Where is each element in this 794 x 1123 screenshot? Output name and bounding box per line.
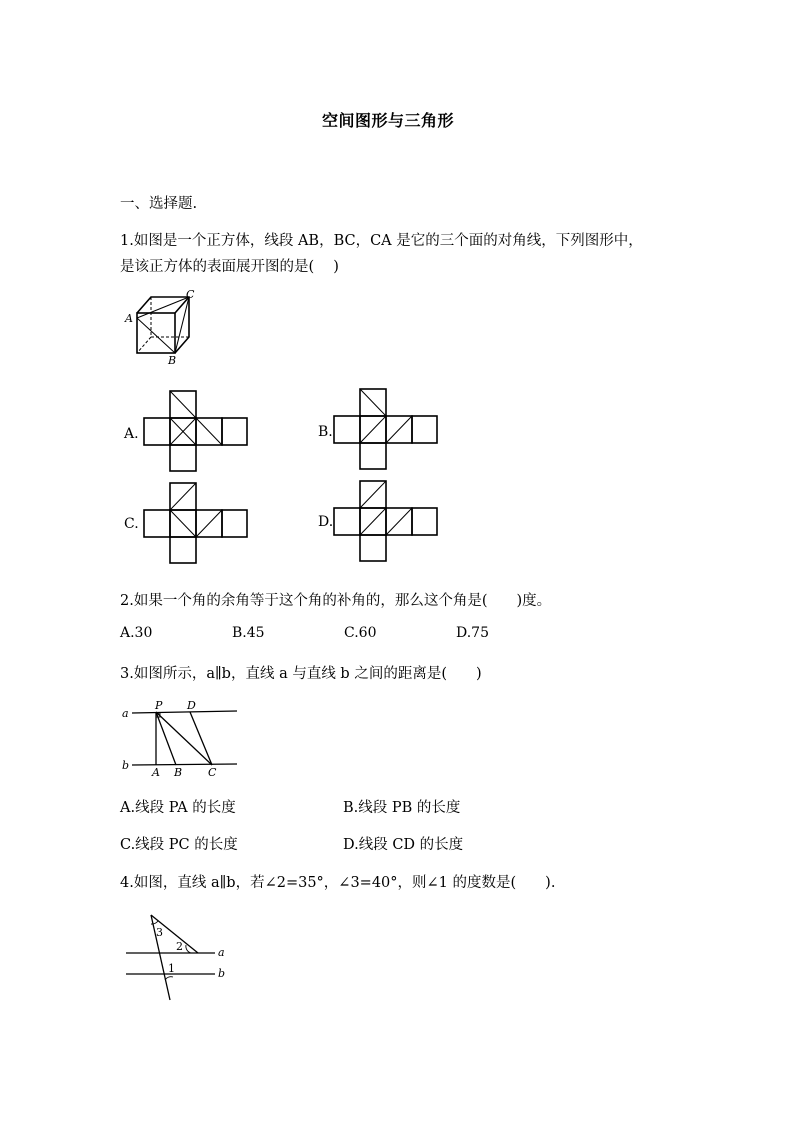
point-p-label: P [155, 699, 163, 712]
page-title: 空间图形与三角形 [322, 111, 455, 130]
q3-option-b: B.线段 PB 的长度 [343, 800, 461, 816]
q1-option-b-label: B. [318, 424, 333, 440]
question-2: 2.如果一个角的余角等于这个角的补角的，那么这个角是( )度。 [120, 593, 552, 609]
triangle-parallel-figure [120, 910, 232, 1002]
line-a-label: a [122, 707, 129, 720]
cube-label-b: B [168, 354, 177, 367]
point-d-label: D [187, 699, 196, 712]
cube-label-c: C [186, 288, 195, 301]
q3-option-a: A.线段 PA 的长度 [120, 800, 236, 816]
net-option-a [144, 390, 248, 472]
net-option-c [144, 482, 248, 564]
point-a-label: A [152, 766, 160, 779]
q1-option-a-label: A. [124, 426, 139, 442]
q1-option-d-label: D. [318, 514, 334, 530]
cube-label-a: A [125, 312, 133, 325]
question-1-line-1: 1.如图是一个正方体，线段 AB，BC，CA 是它的三个面的对角线，下列图形中， [120, 233, 643, 249]
line-a-label-q4: a [218, 946, 225, 959]
line-b-label: b [122, 759, 130, 772]
q2-option-c: C.60 [344, 625, 377, 641]
angle-1-label: 1 [168, 962, 175, 975]
q3-option-d: D.线段 CD 的长度 [343, 837, 464, 853]
q2-option-d: D.75 [456, 625, 489, 641]
q3-option-c: C.线段 PC 的长度 [120, 837, 238, 853]
question-4: 4.如图，直线 a∥b，若∠2=35°，∠3=40°，则∠1 的度数是( ). [120, 875, 556, 891]
net-option-b [334, 388, 438, 470]
q1-option-c-label: C. [124, 516, 139, 532]
cube-figure [120, 288, 210, 368]
section-heading: 一、选择题. [120, 196, 198, 212]
angle-3-label: 3 [156, 926, 163, 939]
question-1-line-2: 是该正方体的表面展开图的是( ) [120, 259, 339, 275]
point-c-label: C [208, 766, 217, 779]
parallel-lines-figure [120, 698, 240, 780]
q2-option-b: B.45 [232, 625, 265, 641]
q2-option-a: A.30 [120, 625, 153, 641]
question-3: 3.如图所示，a∥b，直线 a 与直线 b 之间的距离是( ) [120, 666, 482, 682]
net-option-d [334, 480, 438, 562]
angle-2-label: 2 [176, 940, 183, 953]
line-b-label-q4: b [218, 967, 226, 980]
point-b-label: B [174, 766, 183, 779]
